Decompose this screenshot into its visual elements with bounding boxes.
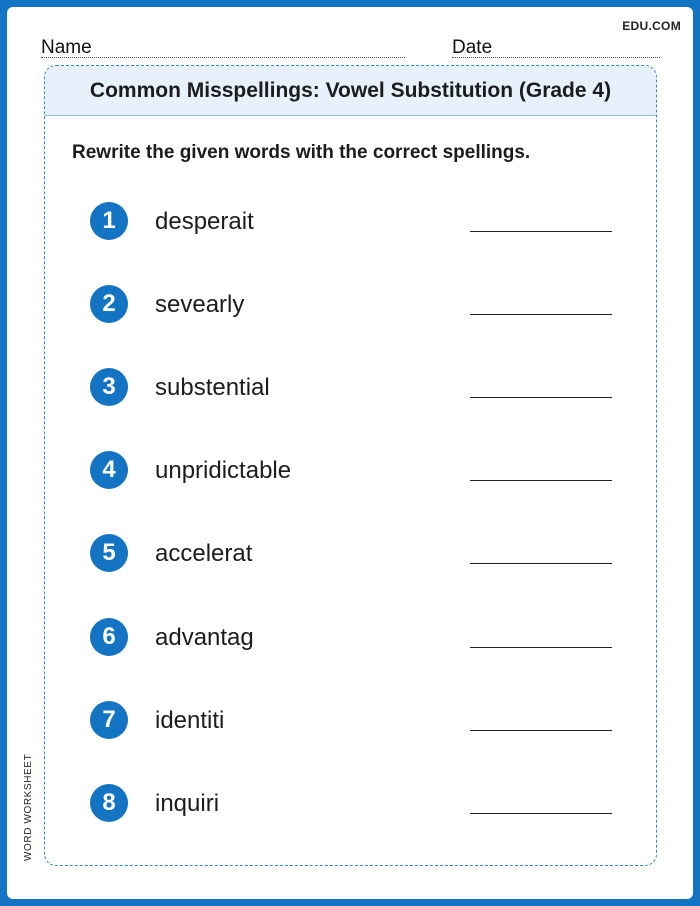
brand-logo: EDU.COM: [622, 19, 681, 33]
misspelled-word: sevearly: [155, 291, 245, 318]
misspelled-word: identiti: [155, 707, 225, 734]
misspelled-word: substential: [155, 374, 270, 401]
name-date-row: [41, 31, 659, 57]
side-label: WORD WORKSHEET: [23, 753, 34, 861]
answer-line[interactable]: [470, 480, 612, 481]
number-badge: 3: [90, 368, 128, 406]
number-badge: 4: [90, 451, 128, 489]
answer-line[interactable]: [470, 813, 612, 814]
name-line[interactable]: [41, 57, 405, 58]
list-item: [90, 451, 620, 491]
list-item: [90, 618, 620, 658]
list-item: [90, 368, 620, 408]
exercise-panel: [44, 65, 657, 866]
misspelled-word: accelerat: [155, 540, 253, 567]
number-badge: 6: [90, 618, 128, 656]
instruction-text: Rewrite the given words with the correct spellings.: [72, 142, 531, 163]
list-item: [90, 534, 620, 574]
list-item: [90, 701, 620, 741]
number-badge: 5: [90, 534, 128, 572]
number-badge: 8: [90, 784, 128, 822]
worksheet: [7, 7, 693, 899]
answer-line[interactable]: [470, 647, 612, 648]
answer-line[interactable]: [470, 730, 612, 731]
list-item: [90, 784, 620, 824]
list-item: [90, 285, 620, 325]
misspelled-word: desperait: [155, 208, 254, 235]
date-label: Date: [452, 37, 493, 58]
number-badge: 7: [90, 701, 128, 739]
number-badge: 2: [90, 285, 128, 323]
answer-line[interactable]: [470, 397, 612, 398]
answer-line[interactable]: [470, 314, 612, 315]
number-badge: 1: [90, 202, 128, 240]
misspelled-word: inquiri: [155, 790, 220, 817]
misspelled-word: advantag: [155, 624, 254, 651]
answer-line[interactable]: [470, 563, 612, 564]
date-line[interactable]: [452, 57, 660, 58]
answer-line[interactable]: [470, 231, 612, 232]
list-item: [90, 202, 620, 242]
name-label: Name: [41, 37, 92, 58]
misspelled-word: unpridictable: [155, 457, 292, 484]
worksheet-title: Common Misspellings: Vowel Substitution (Grade 4): [45, 66, 656, 116]
